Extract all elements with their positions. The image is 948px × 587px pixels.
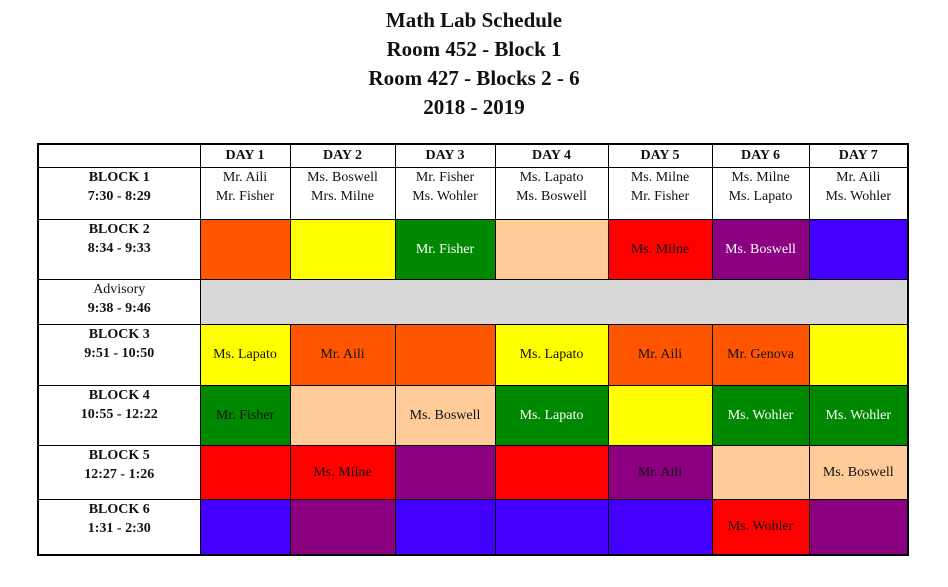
schedule-cell [495, 499, 608, 555]
title-room-block1: Room 452 - Block 1 [386, 37, 562, 61]
schedule-cell [395, 445, 495, 499]
day-header: DAY 1 [200, 144, 290, 167]
teacher-name: Mr. Fisher [630, 188, 690, 204]
schedule-cell: Ms. Lapato [200, 324, 290, 385]
schedule-cell [200, 167, 290, 219]
schedule-cell [200, 445, 290, 499]
block-name: BLOCK 4 [88, 387, 150, 403]
teacher-name: Ms. Boswell [307, 169, 378, 185]
teacher-name: Ms. Wohler [412, 188, 478, 204]
schedule-cell: Mr. Aili [608, 324, 712, 385]
schedule-cell [290, 499, 395, 555]
day-header: DAY 3 [395, 144, 495, 167]
schedule-cell: Mr. Fisher [200, 385, 290, 445]
schedule-cell [495, 219, 608, 279]
teacher-name: Ms. Lapato [519, 169, 584, 185]
schedule-cell [608, 167, 712, 219]
schedule-cell: Mr. Genova [712, 324, 809, 385]
block2-row [38, 219, 908, 279]
teacher-name: Ms. Boswell [516, 188, 587, 204]
block1-row [38, 167, 908, 219]
schedule-cell: Ms. Wohler [712, 499, 809, 555]
block-time: 8:34 - 9:33 [87, 240, 151, 256]
block4-row [38, 385, 908, 445]
schedule-cell: Ms. Wohler [712, 385, 809, 445]
schedule-cell [712, 445, 809, 499]
block-name: BLOCK 1 [88, 169, 150, 185]
schedule-cell: Mr. Aili [290, 324, 395, 385]
schedule-cell: Ms. Milne [608, 219, 712, 279]
title-heading: Math Lab Schedule [385, 8, 563, 32]
schedule-cell: Ms. Boswell [809, 445, 908, 499]
block-label [38, 385, 200, 445]
block5-row [38, 445, 908, 499]
schedule-cell: Ms. Boswell [712, 219, 809, 279]
schedule-cell [495, 167, 608, 219]
block6-row [38, 499, 908, 555]
title-school-year: 2018 - 2019 [423, 95, 525, 119]
schedule-cell [608, 385, 712, 445]
teacher-name: Mr. Aili [836, 169, 881, 185]
schedule-cell [608, 499, 712, 555]
teacher-name: Ms. Wohler [825, 188, 891, 204]
schedule-cell: Ms. Boswell [395, 385, 495, 445]
block-name: BLOCK 2 [88, 221, 150, 237]
schedule-cell [809, 219, 908, 279]
schedule-cell: Mr. Fisher [395, 219, 495, 279]
schedule-table [37, 143, 909, 556]
schedule-cell [290, 219, 395, 279]
day-header: DAY 2 [290, 144, 395, 167]
schedule-cell [395, 167, 495, 219]
schedule-cell: Ms. Lapato [495, 324, 608, 385]
day-header: DAY 4 [495, 144, 608, 167]
block-label [38, 324, 200, 385]
title-room-blocks2-6: Room 427 - Blocks 2 - 6 [368, 66, 580, 90]
schedule-cell [395, 324, 495, 385]
block-label [38, 167, 200, 219]
schedule-cell: Ms. Milne [290, 445, 395, 499]
advisory-time: 9:38 - 9:46 [87, 300, 151, 316]
schedule-cell [290, 385, 395, 445]
block-label [38, 219, 200, 279]
block-name: BLOCK 3 [88, 326, 150, 342]
schedule-cell [395, 499, 495, 555]
schedule-cell [495, 445, 608, 499]
schedule-cell: Ms. Lapato [495, 385, 608, 445]
block-time: 10:55 - 12:22 [80, 406, 158, 422]
teacher-name: Mrs. Milne [311, 188, 374, 204]
teacher-name: Mr. Fisher [415, 169, 475, 185]
schedule-cell [200, 219, 290, 279]
advisory-name: Advisory [93, 281, 146, 297]
schedule-cell [200, 499, 290, 555]
schedule-title [0, 6, 948, 122]
block-time: 7:30 - 8:29 [87, 188, 151, 204]
day-header: DAY 6 [712, 144, 809, 167]
schedule-cell [809, 167, 908, 219]
block-time: 9:51 - 10:50 [84, 345, 155, 361]
schedule-cell [290, 167, 395, 219]
header-row [38, 144, 908, 167]
block-name: BLOCK 5 [88, 447, 150, 463]
schedule-cell [712, 167, 809, 219]
schedule-cell [809, 324, 908, 385]
teacher-name: Ms. Milne [630, 169, 690, 185]
teacher-name: Ms. Milne [731, 169, 790, 185]
day-header: DAY 7 [809, 144, 908, 167]
schedule-cell: Ms. Wohler [809, 385, 908, 445]
advisory-span-cell [200, 279, 908, 324]
teacher-name: Ms. Lapato [728, 188, 793, 204]
day-header: DAY 5 [608, 144, 712, 167]
block-time: 1:31 - 2:30 [87, 520, 151, 536]
block-name: BLOCK 6 [88, 501, 150, 517]
block-label [38, 445, 200, 499]
advisory-label [38, 279, 200, 324]
schedule-cell [809, 499, 908, 555]
block-time: 12:27 - 1:26 [84, 466, 155, 482]
block3-row [38, 324, 908, 385]
advisory-row [38, 279, 908, 324]
schedule-cell: Mr. Aili [608, 445, 712, 499]
teacher-name: Mr. Fisher [215, 188, 275, 204]
block-label [38, 499, 200, 555]
corner-cell [38, 144, 200, 167]
teacher-name: Mr. Aili [222, 169, 268, 185]
